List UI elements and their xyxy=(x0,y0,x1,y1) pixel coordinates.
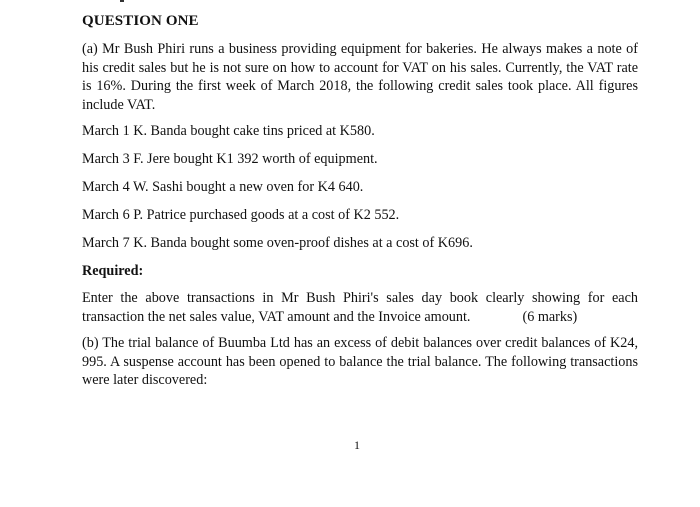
required-label: Required: xyxy=(82,263,144,279)
transaction-line: March 3 F. Jere bought K1 392 worth of equipment. xyxy=(82,151,378,167)
transaction-line: March 4 W. Sashi bought a new oven for K4 640. xyxy=(82,179,364,195)
required-text xyxy=(82,289,638,326)
marks-label: (6 marks) xyxy=(522,308,578,325)
question-heading: QUESTION ONE xyxy=(82,13,199,29)
part-a-intro: (a) Mr Bush Phiri runs a business providing equipment for bakeries. He always makes a note of his credit sales but he is not sure on how to account for VAT on his sales. Currently, the VAT rate is 16%. During the first week of March 2018, the following credit sales took place. All figures include VAT. xyxy=(82,41,638,113)
part-b-intro: (b) The trial balance of Buumba Ltd has an excess of debit balances over credit balances of K24, 995. A suspense account has been opened to balance the trial balance. The following transactions were later discovered: xyxy=(82,335,638,388)
required-instruction: Enter the above transactions in Mr Bush Phiri's sales day book clearly showing for each transaction the net sales value, VAT amount and the Invoice amount. xyxy=(82,290,638,325)
transaction-line: March 7 K. Banda bought some oven-proof dishes at a cost of K696. xyxy=(82,235,473,251)
page-number: 1 xyxy=(354,438,360,452)
transaction-line: March 1 K. Banda bought cake tins priced at K580. xyxy=(82,123,375,139)
top-edge-mark xyxy=(120,0,124,2)
transaction-line: March 6 P. Patrice purchased goods at a cost of K2 552. xyxy=(82,207,400,223)
